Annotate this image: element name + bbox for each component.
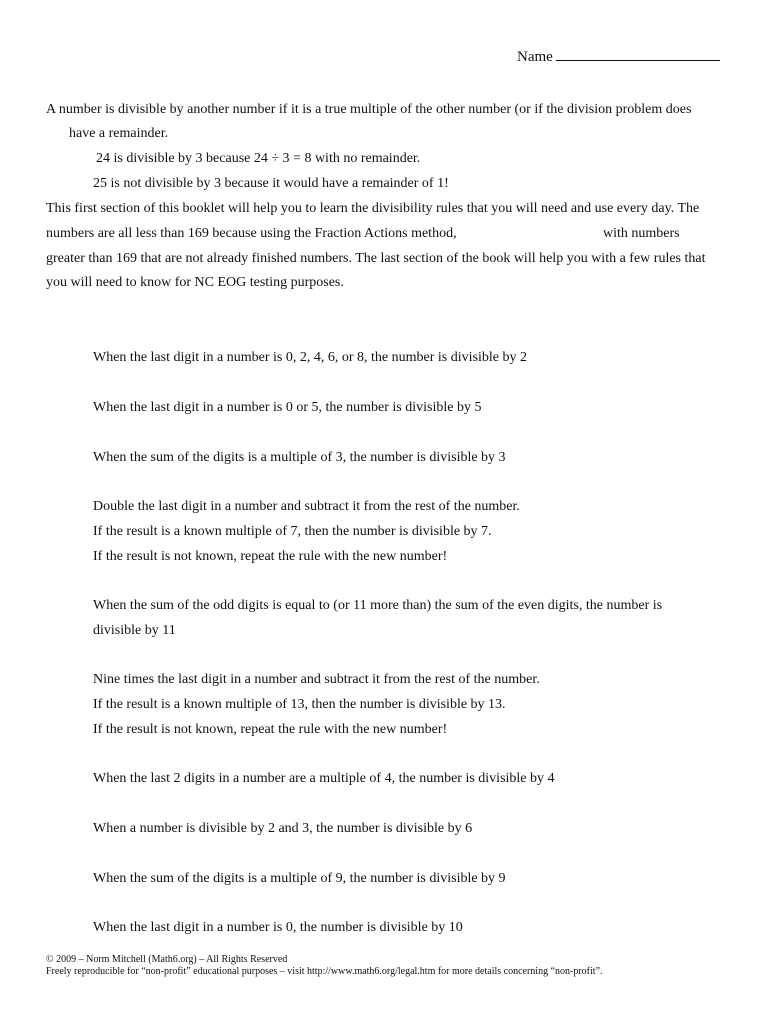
rule-divisible-by-11-line-2: divisible by 11 xyxy=(93,623,176,638)
rule-divisible-by-7-line-2: If the result is a known multiple of 7, then the number is divisible by 7. xyxy=(93,524,492,539)
rule-divisible-by-11-line-1: When the sum of the odd digits is equal to (or 11 more than) the sum of the even digits, the number is xyxy=(93,598,663,613)
footer-copyright: © 2009 – Norm Mitchell (Math6.org) – All Rights Reserved xyxy=(46,954,288,965)
rule-divisible-by-9: When the sum of the digits is a multiple of 9, the number is divisible by 9 xyxy=(93,871,506,886)
rule-divisible-by-3: When the sum of the digits is a multiple of 3, the number is divisible by 3 xyxy=(93,450,506,465)
rule-divisible-by-10: When the last digit in a number is 0, the number is divisible by 10 xyxy=(93,920,463,935)
name-underline xyxy=(556,46,720,61)
rule-divisible-by-7-line-1: Double the last digit in a number and subtract it from the rest of the number. xyxy=(93,499,520,514)
example-not-divisible: 25 is not divisible by 3 because it would have a remainder of 1! xyxy=(93,176,449,191)
rule-divisible-by-13-line-2: If the result is a known multiple of 13, then the number is divisible by 13. xyxy=(93,697,506,712)
rule-divisible-by-6: When a number is divisible by 2 and 3, the number is divisible by 6 xyxy=(93,821,473,836)
intro-line-2: have a remainder. xyxy=(69,126,169,141)
example-divisible: 24 is divisible by 3 because 24 ÷ 3 = 8 with no remainder. xyxy=(96,151,421,166)
paragraph-line-3: greater than 169 that are not already finished numbers. The last section of the book will help you with a few rules that xyxy=(46,251,706,266)
rule-divisible-by-13-line-1: Nine times the last digit in a number and subtract it from the rest of the number. xyxy=(93,672,540,687)
name-field xyxy=(517,46,720,66)
rule-divisible-by-2: When the last digit in a number is 0, 2, 4, 6, or 8, the number is divisible by 2 xyxy=(93,350,527,365)
rule-divisible-by-13-line-3: If the result is not known, repeat the rule with the new number! xyxy=(93,722,448,737)
intro-line-1: A number is divisible by another number if it is a true multiple of the other number (or if the division problem does xyxy=(46,102,692,117)
rule-divisible-by-7-line-3: If the result is not known, repeat the rule with the new number! xyxy=(93,549,448,564)
footer-license: Freely reproducible for “non-profit” educational purposes – visit http://www.math6.org/legal.htm for more details concerning “non-profit”. xyxy=(46,966,603,977)
rule-divisible-by-5: When the last digit in a number is 0 or 5, the number is divisible by 5 xyxy=(93,400,482,415)
paragraph-line-2a: numbers are all less than 169 because using the Fraction Actions method, xyxy=(46,226,457,241)
rule-divisible-by-4: When the last 2 digits in a number are a multiple of 4, the number is divisible by 4 xyxy=(93,771,555,786)
paragraph-line-4: you will need to know for NC EOG testing purposes. xyxy=(46,275,344,290)
name-label: Name xyxy=(517,49,553,65)
paragraph-line-2b: with numbers xyxy=(603,226,680,241)
paragraph-line-1: This first section of this booklet will help you to learn the divisibility rules that you will need and use every day. The xyxy=(46,201,700,216)
